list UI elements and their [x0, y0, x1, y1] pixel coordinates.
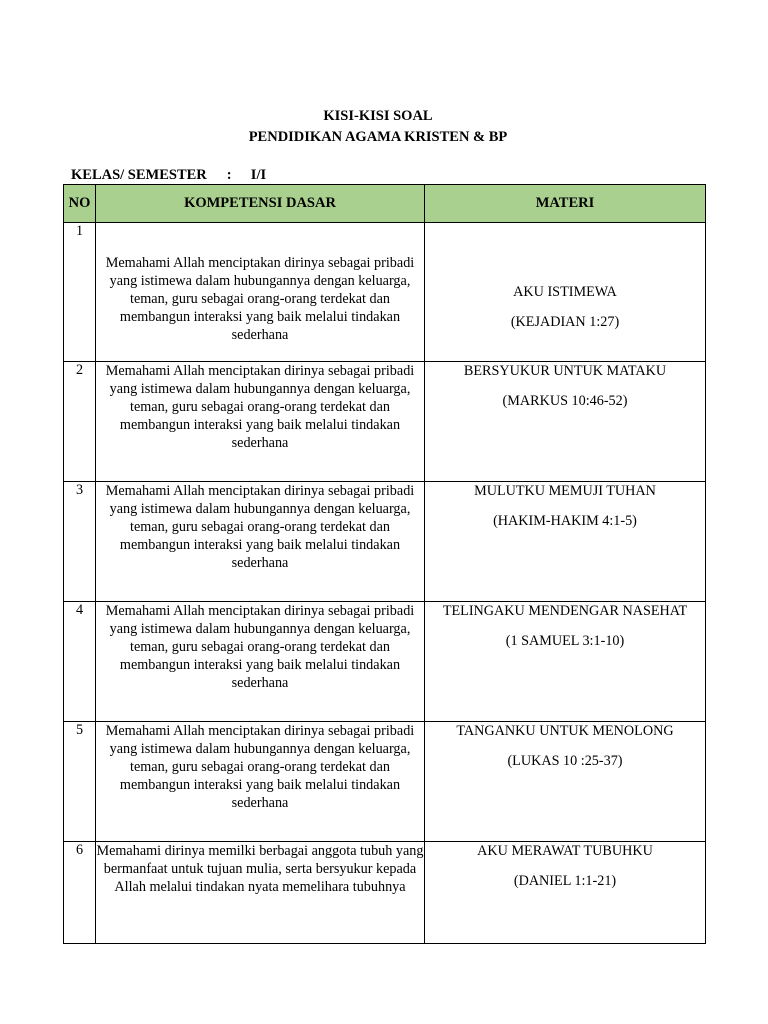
- materi-title: TANGANKU UNTUK MENOLONG: [456, 723, 674, 739]
- table-row: [64, 722, 706, 842]
- materi-cell: [425, 842, 706, 944]
- row-number: 3: [64, 482, 96, 602]
- row-number: 2: [64, 362, 96, 482]
- kompetensi-dasar-cell: Memahami dirinya memilki berbagai anggota tubuh yang bermanfaat untuk tujuan mulia, serta bersyukur kepada Allah melalui tindakan nyata memelihara tubuhnya: [96, 842, 425, 944]
- materi-cell: [425, 362, 706, 482]
- title-line-1: KISI-KISI SOAL: [323, 108, 433, 124]
- kelas-semester-line: [71, 165, 266, 185]
- kelas-label: KELAS/ SEMESTER: [71, 167, 207, 183]
- title-line-2: PENDIDIKAN AGAMA KRISTEN & BP: [248, 129, 508, 145]
- kompetensi-dasar-cell: Memahami Allah menciptakan dirinya sebagai pribadi yang istimewa dalam hubungannya dengan keluarga, teman, guru sebagai orang-orang terdekat dan membangun interaksi yang baik melalui tindakan sederhana: [96, 482, 425, 602]
- column-header-kompetensi-dasar: KOMPETENSI DASAR: [96, 185, 425, 223]
- materi-cell: [425, 602, 706, 722]
- row-number: 5: [64, 722, 96, 842]
- materi-title: AKU MERAWAT TUBUHKU: [477, 843, 653, 859]
- materi-title: AKU ISTIMEWA: [513, 284, 617, 300]
- table-header-row: [64, 185, 706, 223]
- materi-reference: (LUKAS 10 :25-37): [507, 753, 623, 769]
- materi-title: BERSYUKUR UNTUK MATAKU: [463, 363, 667, 379]
- materi-reference: (1 SAMUEL 3:1-10): [505, 633, 625, 649]
- table-row: [64, 223, 706, 362]
- materi-cell: [425, 223, 706, 362]
- materi-cell: [425, 482, 706, 602]
- kompetensi-dasar-cell: Memahami Allah menciptakan dirinya sebagai pribadi yang istimewa dalam hubungannya dengan keluarga, teman, guru sebagai orang-orang terdekat dan membangun interaksi yang baik melalui tindakan sederhana: [96, 722, 425, 842]
- row-number: 4: [64, 602, 96, 722]
- table-row: [64, 482, 706, 602]
- table-row: [64, 842, 706, 944]
- table-row: [64, 362, 706, 482]
- kelas-value: I/I: [250, 167, 267, 183]
- materi-reference: (KEJADIAN 1:27): [510, 314, 620, 330]
- kisi-kisi-table: [63, 184, 706, 944]
- table-row: [64, 602, 706, 722]
- materi-reference: (DANIEL 1:1-21): [513, 873, 617, 889]
- kompetensi-dasar-cell: Memahami Allah menciptakan dirinya sebagai pribadi yang istimewa dalam hubungannya dengan keluarga, teman, guru sebagai orang-orang terdekat dan membangun interaksi yang baik melalui tindakan sederhana: [96, 602, 425, 722]
- row-number: 6: [64, 842, 96, 944]
- materi-title: TELINGAKU MENDENGAR NASEHAT: [442, 603, 688, 619]
- document-title: [0, 106, 756, 148]
- column-header-materi: MATERI: [425, 185, 706, 223]
- kompetensi-dasar-cell: Memahami Allah menciptakan dirinya sebagai pribadi yang istimewa dalam hubungannya dengan keluarga, teman, guru sebagai orang-orang terdekat dan membangun interaksi yang baik melalui tindakan sederhana: [96, 362, 425, 482]
- materi-reference: (MARKUS 10:46-52): [502, 393, 628, 409]
- row-number: 1: [64, 223, 96, 362]
- materi-cell: [425, 722, 706, 842]
- materi-title: MULUTKU MEMUJI TUHAN: [474, 483, 656, 499]
- column-header-no: NO: [64, 185, 96, 223]
- kelas-separator: :: [226, 167, 232, 183]
- kompetensi-dasar-cell: Memahami Allah menciptakan dirinya sebagai pribadi yang istimewa dalam hubungannya dengan keluarga, teman, guru sebagai orang-orang terdekat dan membangun interaksi yang baik melalui tindakan sederhana: [96, 223, 425, 362]
- materi-reference: (HAKIM-HAKIM 4:1-5): [493, 513, 637, 529]
